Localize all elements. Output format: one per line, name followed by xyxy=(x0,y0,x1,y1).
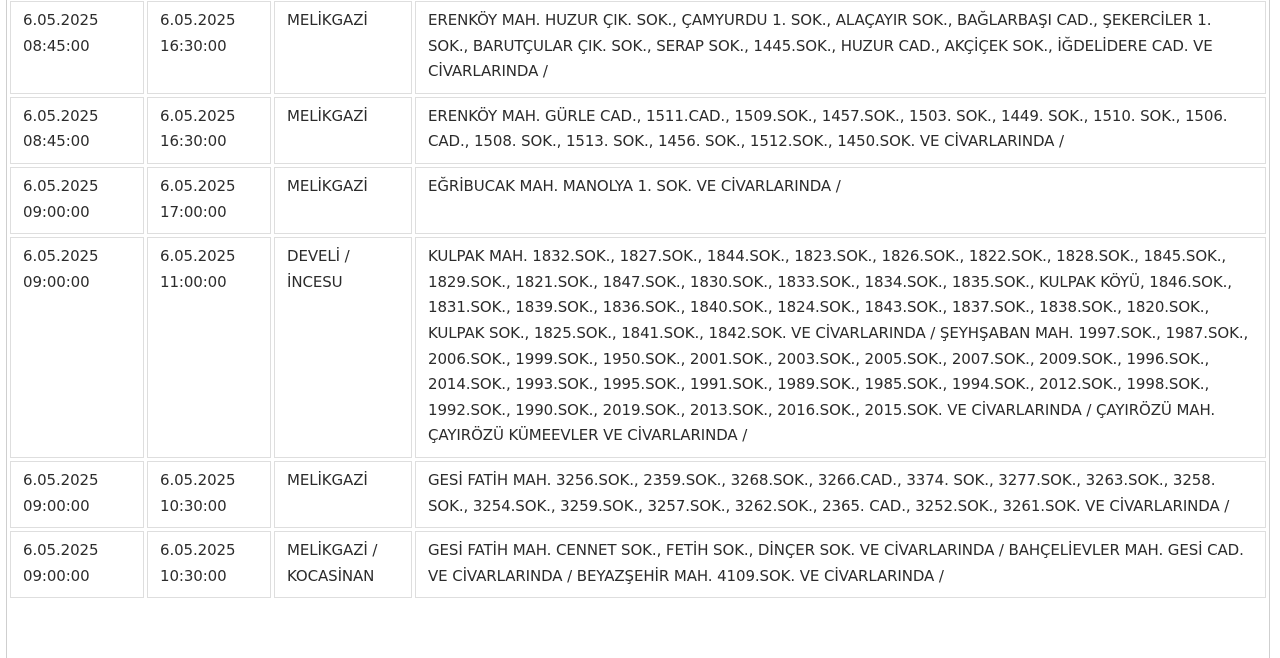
end-time: 16:30:00 xyxy=(160,132,227,151)
table-row xyxy=(10,461,1266,528)
district-name: KOCASİNAN xyxy=(287,566,375,585)
start-datetime-cell xyxy=(10,237,144,458)
district-cell xyxy=(274,97,412,164)
end-time: 10:30:00 xyxy=(160,496,227,515)
start-date: 6.05.2025 xyxy=(23,176,99,195)
end-date: 6.05.2025 xyxy=(160,247,236,266)
affected-streets: EĞRİBUCAK MAH. MANOLYA 1. SOK. VE CİVARLARINDA / xyxy=(428,176,841,195)
address-cell xyxy=(415,237,1266,458)
end-datetime-cell xyxy=(147,531,271,598)
address-cell xyxy=(415,97,1266,164)
start-time: 09:00:00 xyxy=(23,272,90,291)
start-time: 09:00:00 xyxy=(23,202,90,221)
affected-streets: ERENKÖY MAH. HUZUR ÇIK. SOK., ÇAMYURDU 1. SOK., ALAÇAYIR SOK., BAĞLARBAŞI CAD., ŞEKERCİLER 1. SOK., BARUTÇULAR ÇIK. SOK., SERAP SOK., 1445.SOK., HUZUR CAD., AKÇİÇEK SOK., İĞDELİDERE CAD. VE CİVARLARINDA / xyxy=(428,11,1213,81)
address-cell xyxy=(415,531,1266,598)
district-cell xyxy=(274,1,412,94)
district-name: İNCESU xyxy=(287,272,343,291)
outage-table-container xyxy=(6,0,1270,658)
table-row xyxy=(10,531,1266,598)
end-date: 6.05.2025 xyxy=(160,176,236,195)
end-date: 6.05.2025 xyxy=(160,541,236,560)
address-cell xyxy=(415,167,1266,234)
affected-streets: GESİ FATİH MAH. 3256.SOK., 2359.SOK., 3268.SOK., 3266.CAD., 3374. SOK., 3277.SOK., 3263.SOK., 3258. SOK., 3254.SOK., 3259.SOK., 3257.SOK., 3262.SOK., 2365. CAD., 3252.SOK., 3261.SOK. VE CİVARLARINDA / xyxy=(428,470,1230,515)
district-cell xyxy=(274,461,412,528)
end-datetime-cell xyxy=(147,237,271,458)
district-name: MELİKGAZİ xyxy=(287,176,368,195)
start-date: 6.05.2025 xyxy=(23,11,99,29)
start-date: 6.05.2025 xyxy=(23,106,99,125)
district-cell xyxy=(274,531,412,598)
address-cell xyxy=(415,1,1266,94)
affected-streets: GESİ FATİH MAH. CENNET SOK., FETİH SOK., DİNÇER SOK. VE CİVARLARINDA / BAHÇELİEVLER MAH. GESİ CAD. VE CİVARLARINDA / BEYAZŞEHİR MAH. 4109.SOK. VE CİVARLARINDA / xyxy=(428,541,1244,585)
end-time: 16:30:00 xyxy=(160,36,227,55)
start-time: 08:45:00 xyxy=(23,36,90,55)
start-time: 09:00:00 xyxy=(23,566,90,585)
address-cell xyxy=(415,461,1266,528)
district-name: MELİKGAZİ xyxy=(287,470,368,489)
start-datetime-cell xyxy=(10,1,144,94)
outage-table-body xyxy=(10,1,1266,598)
end-date: 6.05.2025 xyxy=(160,11,236,29)
table-row xyxy=(10,237,1266,458)
start-time: 09:00:00 xyxy=(23,496,90,515)
district-cell xyxy=(274,167,412,234)
start-datetime-cell xyxy=(10,461,144,528)
end-date: 6.05.2025 xyxy=(160,106,236,125)
end-date: 6.05.2025 xyxy=(160,470,236,489)
district-name: DEVELİ / xyxy=(287,247,350,266)
affected-streets: ERENKÖY MAH. GÜRLE CAD., 1511.CAD., 1509.SOK., 1457.SOK., 1503. SOK., 1449. SOK., 1510. SOK., 1506. CAD., 1508. SOK., 1513. SOK., 1456. SOK., 1512.SOK., 1450.SOK. VE CİVARLARINDA / xyxy=(428,106,1228,151)
end-datetime-cell xyxy=(147,167,271,234)
start-date: 6.05.2025 xyxy=(23,470,99,489)
district-name: MELİKGAZİ xyxy=(287,11,368,29)
start-datetime-cell xyxy=(10,167,144,234)
district-name: MELİKGAZİ / xyxy=(287,541,378,560)
start-datetime-cell xyxy=(10,97,144,164)
end-time: 11:00:00 xyxy=(160,272,227,291)
start-datetime-cell xyxy=(10,531,144,598)
start-time: 08:45:00 xyxy=(23,132,90,151)
table-row xyxy=(10,1,1266,94)
district-cell xyxy=(274,237,412,458)
start-date: 6.05.2025 xyxy=(23,247,99,266)
outage-table xyxy=(7,0,1269,601)
table-row xyxy=(10,167,1266,234)
end-datetime-cell xyxy=(147,461,271,528)
end-datetime-cell xyxy=(147,97,271,164)
start-date: 6.05.2025 xyxy=(23,541,99,560)
end-time: 17:00:00 xyxy=(160,202,227,221)
end-time: 10:30:00 xyxy=(160,566,227,585)
end-datetime-cell xyxy=(147,1,271,94)
table-row xyxy=(10,97,1266,164)
district-name: MELİKGAZİ xyxy=(287,106,368,125)
affected-streets: KULPAK MAH. 1832.SOK., 1827.SOK., 1844.SOK., 1823.SOK., 1826.SOK., 1822.SOK., 1828.SOK., 1845.SOK., 1829.SOK., 1821.SOK., 1847.SOK., 1830.SOK., 1833.SOK., 1834.SOK., 1835.SOK., KULPAK KÖYÜ, 1846.SOK., 1831.SOK., 1839.SOK., 1836.SOK., 1840.SOK., 1824.SOK., 1843.SOK., 1837.SOK., 1838.SOK., 1820.SOK., KULPAK SOK., 1825.SOK., 1841.SOK., 1842.SOK. VE CİVARLARINDA / ŞEYHŞABAN MAH. 1997.SOK., 1987.SOK., 2006.SOK., 1999.SOK., 1950.SOK., 2001.SOK., 2003.SOK., 2005.SOK., 2007.SOK., 2009.SOK., 1996.SOK., 2014.SOK., 1993.SOK., 1995.SOK., 1991.SOK., 1989.SOK., 1985.SOK., 1994.SOK., 2012.SOK., 1998.SOK., 1992.SOK., 1990.SOK., 2019.SOK., 2013.SOK., 2016.SOK., 2015.SOK. VE CİVARLARINDA / ÇAYIRÖZÜ MAH. ÇAYIRÖZÜ KÜMEEVLER VE CİVARLARINDA / xyxy=(428,247,1249,445)
